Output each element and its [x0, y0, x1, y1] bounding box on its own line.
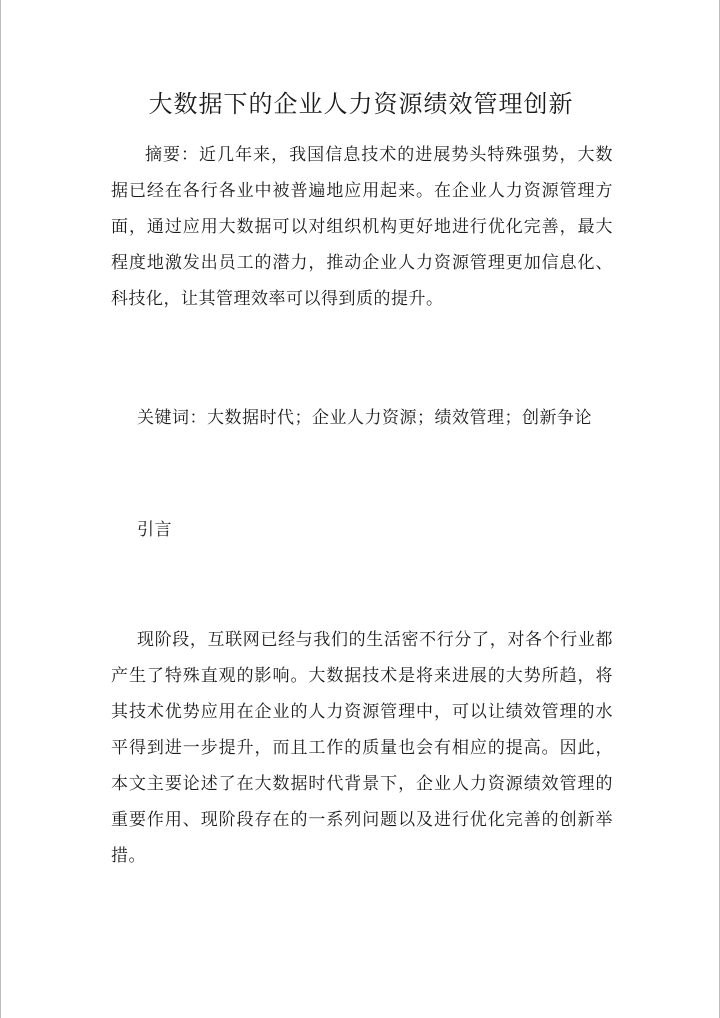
section-heading: 引言: [137, 520, 172, 540]
intro-paragraph: 现阶段，互联网已经与我们的生活密不行分了，对各个行业都产生了特殊直观的影响。大数据技术是将来进展的大势所趋，将其技术优势应用在企业的人力资源管理中，可以让绩效管理的水平得到进一步提升，而且工作的质量也会有相应的提高。因此，本文主要论述了在大数据时代背景下，企业人力资源绩效管理的重要作用、现阶段存在的一系列问题以及进行优化完善的创新举措。: [111, 630, 613, 866]
keywords-line: 关键词：大数据时代；企业人力资源；绩效管理；创新争论: [137, 408, 592, 428]
abstract-paragraph: 摘要：近几年来，我国信息技术的进展势头特殊强势，大数据已经在各行各业中被普遍地应用起来。在企业人力资源管理方面，通过应用大数据可以对组织机构更好地进行优化完善，最大程度地激发出员工的潜力，推动企业人力资源管理更加信息化、科技化，让其管理效率可以得到质的提升。: [111, 145, 613, 309]
document-title: 大数据下的企业人力资源绩效管理创新: [148, 90, 574, 118]
